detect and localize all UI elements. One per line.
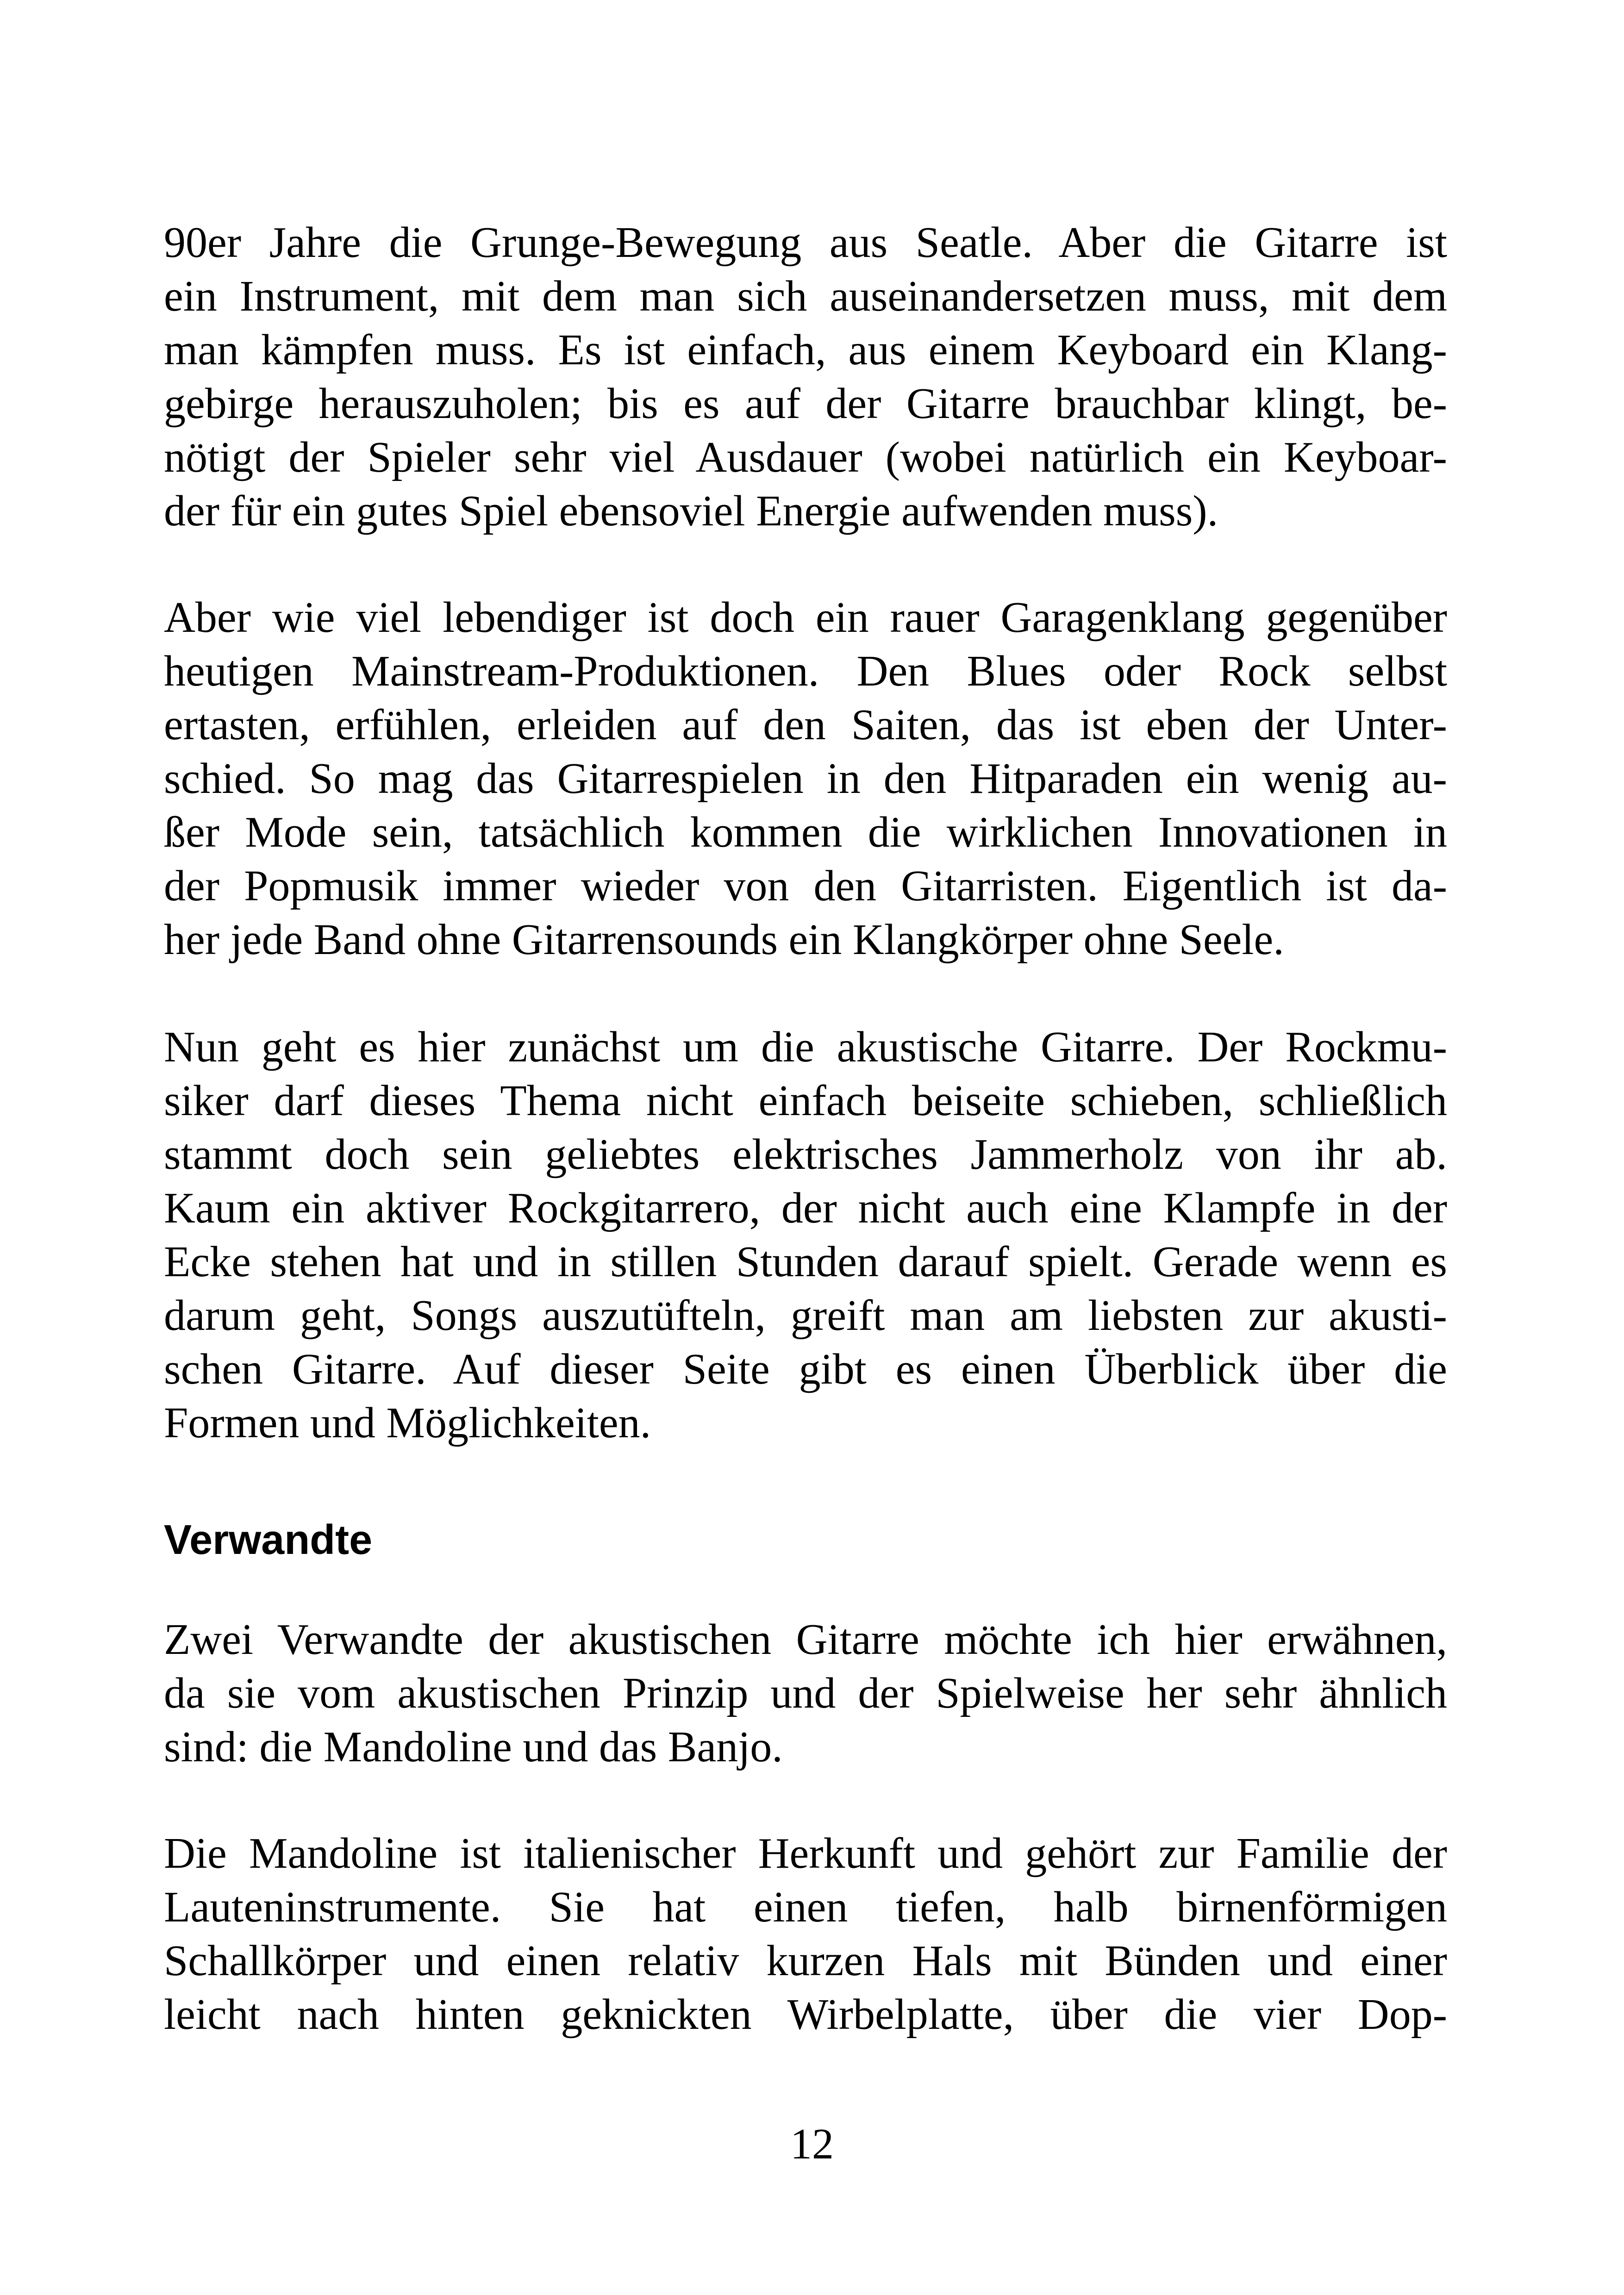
text-line: Formen und Möglichkeiten. xyxy=(164,1399,651,1447)
text-line: ßer Mode sein, tatsächlich kommen die wirklichen Innovationen in xyxy=(164,808,1447,856)
text-line: Schallkörper und einen relativ kurzen Hals mit Bünden und einer xyxy=(164,1937,1447,1985)
text-line: nötigt der Spieler sehr viel Ausdauer (wobei natürlich ein Keyboar- xyxy=(164,433,1447,481)
text-line: Nun geht es hier zunächst um die akustische Gitarre. Der Rockmu- xyxy=(164,1023,1447,1071)
text-line: leicht nach hinten geknickten Wirbelplatte, über die vier Dop- xyxy=(164,1990,1447,2039)
page-number: 12 xyxy=(790,2120,834,2168)
text-line: der für ein gutes Spiel ebensoviel Energie aufwenden muss). xyxy=(164,487,1218,535)
text-line: darum geht, Songs auszutüfteln, greift man am liebsten zur akusti- xyxy=(164,1291,1447,1340)
text-line: Kaum ein aktiver Rockgitarrero, der nicht auch eine Klampfe in der xyxy=(164,1184,1447,1232)
text-line: man kämpfen muss. Es ist einfach, aus einem Keyboard ein Klang- xyxy=(164,326,1447,374)
text-line: da sie vom akustischen Prinzip und der Spielweise her sehr ähnlich xyxy=(164,1669,1447,1717)
text-line: 90er Jahre die Grunge-Bewegung aus Seatle. Aber die Gitarre ist xyxy=(164,218,1447,267)
text-line: Zwei Verwandte der akustischen Gitarre möchte ich hier erwähnen, xyxy=(164,1615,1447,1664)
text-line: her jede Band ohne Gitarrensounds ein Klangkörper ohne Seele. xyxy=(164,916,1284,964)
text-line: Die Mandoline ist italienischer Herkunft und gehört zur Familie der xyxy=(164,1829,1447,1877)
text-line: siker darf dieses Thema nicht einfach beiseite schieben, schließlich xyxy=(164,1077,1447,1125)
text-line: Ecke stehen hat und in stillen Stunden darauf spielt. Gerade wenn es xyxy=(164,1238,1447,1286)
text-line: gebirge herauszuholen; bis es auf der Gitarre brauchbar klingt, be- xyxy=(164,380,1447,428)
text-line: Lauteninstrumente. Sie hat einen tiefen, halb birnenförmigen xyxy=(164,1883,1447,1931)
text-line: sind: die Mandoline und das Banjo. xyxy=(164,1723,783,1771)
text-line: schied. So mag das Gitarrespielen in den Hitparaden ein wenig au- xyxy=(164,755,1447,803)
text-line: stammt doch sein geliebtes elektrisches Jammerholz von ihr ab. xyxy=(164,1130,1447,1179)
text-line: heutigen Mainstream-Produktionen. Den Blues oder Rock selbst xyxy=(164,647,1447,695)
text-line: ertasten, erfühlen, erleiden auf den Saiten, das ist eben der Unter- xyxy=(164,701,1447,749)
text-line: der Popmusik immer wieder von den Gitarristen. Eigentlich ist da- xyxy=(164,862,1447,910)
text-line: ein Instrument, mit dem man sich auseinandersetzen muss, mit dem xyxy=(164,272,1447,320)
section-heading: Verwandte xyxy=(164,1517,373,1563)
text-line: schen Gitarre. Auf dieser Seite gibt es einen Überblick über die xyxy=(164,1345,1447,1393)
text-line: Aber wie viel lebendiger ist doch ein rauer Garagenklang gegenüber xyxy=(164,593,1447,642)
